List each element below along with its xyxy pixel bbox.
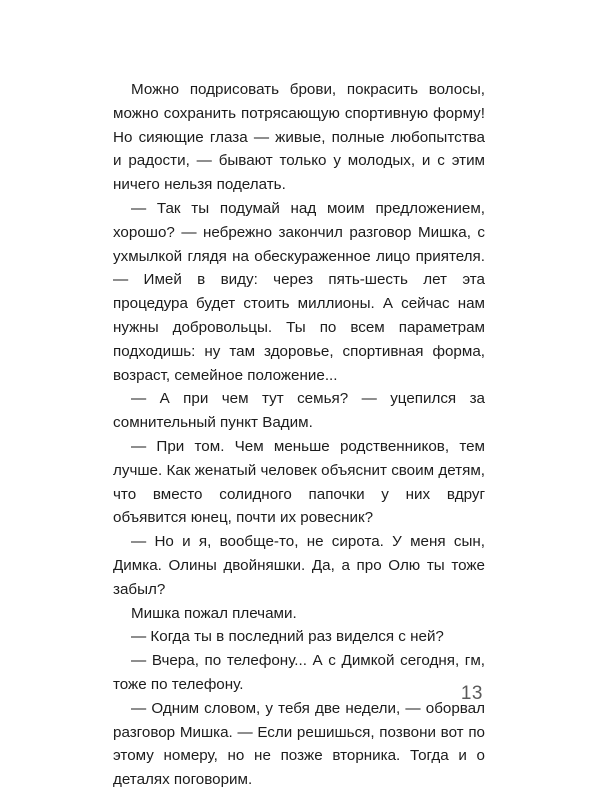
paragraph-3: — А при чем тут семья? — уцепился за сомнительный пункт Вадим. bbox=[113, 390, 485, 432]
paragraph-7: — Когда ты в последний раз виделся с ней? bbox=[131, 628, 444, 646]
paragraph-1: Можно подрисовать брови, покрасить волосы, можно сохранить потрясающую спортивную форму! Но сияющие глаза — живые, полные любопытства и радости, — бывают только у молодых, и с этим ничего нельзя поделать. bbox=[113, 81, 485, 194]
paragraph-9: — Одним словом, у тебя две недели, — оборвал разговор Мишка. — Если решишься, позвони вот по этому номеру, но не позже вторника. Тогда и о деталях поговорим. bbox=[113, 699, 485, 789]
book-page-text bbox=[113, 78, 485, 792]
paragraph-4: — При том. Чем меньше родственников, тем лучше. Как женатый человек объяснит своим детям, что вместо солидного папочки у них вдруг объявится юнец, почти их ровесник? bbox=[113, 437, 485, 527]
paragraph-2: — Так ты подумай над моим предложением, хорошо? — небрежно закончил разговор Мишка, с ухмылкой глядя на обескураженное лицо приятеля. — Имей в виду: через пять-шесть лет эта процедура будет стоить миллионы. А сейчас нам нужны добровольцы. Ты по всем параметрам подходишь: ну там здоровье, спортивная форма, возраст, семейное положение... bbox=[113, 199, 485, 384]
paragraph-5: — Но и я, вообще-то, не сирота. У меня сын, Димка. Олины двойняшки. Да, а про Олю ты тоже забыл? bbox=[113, 533, 485, 598]
paragraph-8: — Вчера, по телефону... А с Димкой сегодня, гм, тоже по телефону. bbox=[113, 652, 485, 693]
page-number: 13 bbox=[460, 683, 483, 704]
paragraph-6: Мишка пожал плечами. bbox=[131, 604, 297, 622]
